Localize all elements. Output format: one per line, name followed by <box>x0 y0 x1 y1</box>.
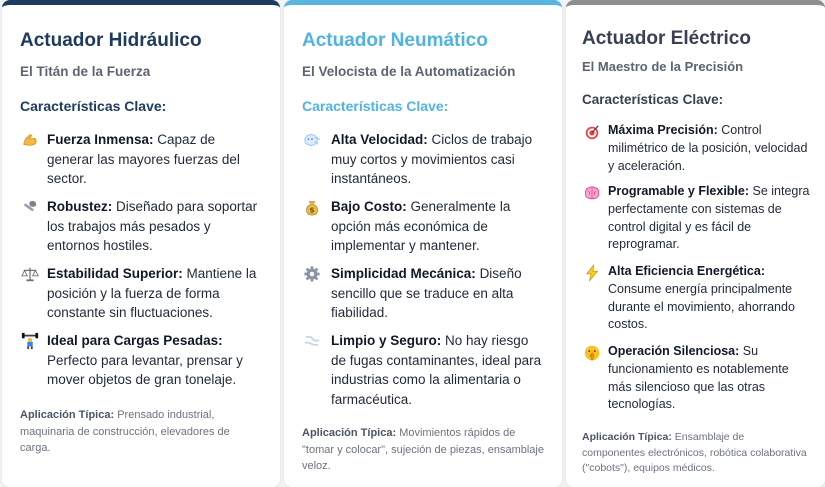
svg-text:$: $ <box>309 205 315 215</box>
flexed-biceps-icon <box>20 130 40 150</box>
feature-text: Ciclos de trabajo muy cortos y movimientos casi instantáneos. <box>331 132 533 186</box>
feature-name: Programable y Flexible: <box>608 184 750 198</box>
feature-item <box>20 130 265 189</box>
feature-item <box>582 263 810 334</box>
application-label: Aplicación Típica: <box>20 409 115 421</box>
feature-text: Capaz de generar las mayores fuerzas del sector. <box>47 132 240 186</box>
card-subtitle: El Maestro de la Precisión <box>582 59 744 74</box>
feature-name: Simplicidad Mecánica: <box>331 266 476 281</box>
feature-text: Se integra perfectamente con sistemas de control digital y es fácil de reprogramar. <box>608 184 810 252</box>
card-hydraulic <box>2 0 280 487</box>
feature-name: Robustez: <box>47 199 113 214</box>
feature-name: Limpio y Seguro: <box>331 333 442 348</box>
dashing-away-icon <box>302 331 322 351</box>
application-text: Ensamblaje de componentes electrónicos, robótica colaborativa ("cobots"), equipos médicos. <box>582 431 807 474</box>
feature-text: Generalmente la opción más económica de implementar y mantener. <box>331 199 511 253</box>
card-title: Actuador Hidráulico <box>20 30 202 51</box>
feature-name: Fuerza Inmensa: <box>47 132 154 147</box>
feature-text: Perfecto para levantar, prensar y mover objetos de gran tonelaje. <box>47 352 243 387</box>
card-subtitle: El Velocista de la Automatización <box>302 64 516 79</box>
application-label: Aplicación Típica: <box>302 427 397 439</box>
application-text: Prensado industrial, maquinaria de construcción, elevadores de carga. <box>20 409 230 454</box>
feature-name: Estabilidad Superior: <box>47 266 183 281</box>
feature-text: Diseño sencillo que se traduce en alta fiabilidad. <box>331 266 522 320</box>
feature-text: Consume energía principalmente durante el movimiento, ahorrando costos. <box>608 281 795 332</box>
feature-text: Su funcionamiento es notablemente más silencioso que las otras tecnologías. <box>608 344 789 412</box>
feature-name: Alta Velocidad: <box>331 132 428 147</box>
wind-face-icon <box>302 130 322 150</box>
card-title: Actuador Eléctrico <box>582 28 751 49</box>
application-note <box>20 407 260 457</box>
feature-item <box>302 264 547 323</box>
brain-icon <box>582 183 602 203</box>
nut-and-bolt-icon <box>20 197 40 217</box>
feature-item <box>582 343 810 414</box>
feature-text: Diseñado para soportar los trabajos más pesados y entornos hostiles. <box>47 199 258 253</box>
application-text: Movimientos rápidos de "tomar y colocar", sujeción de piezas, ensamblaje veloz. <box>302 427 544 472</box>
feature-item <box>302 331 547 409</box>
application-note <box>582 430 810 477</box>
feature-text: Mantiene la posición y la fuerza de forma constante sin fluctuaciones. <box>47 266 257 320</box>
weightlifter-icon <box>20 331 40 351</box>
balance-scale-icon <box>20 264 40 284</box>
gear-icon <box>302 264 322 284</box>
feature-name: Ideal para Cargas Pesadas: <box>47 333 223 348</box>
feature-item <box>20 264 265 323</box>
feature-item <box>302 197 547 256</box>
feature-text: Control milimétrico de la posición, velocidad y aceleración. <box>608 123 808 173</box>
direct-hit-target-icon <box>582 122 602 142</box>
feature-item <box>582 122 810 175</box>
section-heading: Características Clave: <box>302 98 449 114</box>
card-pneumatic <box>284 0 562 487</box>
feature-name: Operación Silenciosa: <box>608 344 740 358</box>
lightning-bolt-icon <box>582 263 602 283</box>
feature-name: Máxima Precisión: <box>608 123 718 137</box>
card-subtitle: El Titán de la Fuerza <box>20 64 151 79</box>
feature-item <box>302 130 547 189</box>
application-note <box>302 425 547 475</box>
application-label: Aplicación Típica: <box>582 431 672 443</box>
feature-item <box>20 331 265 390</box>
feature-item <box>20 197 265 256</box>
section-heading: Características Clave: <box>582 92 724 107</box>
money-bag-icon <box>302 197 322 217</box>
card-electric <box>566 0 825 487</box>
feature-name: Bajo Costo: <box>331 199 407 214</box>
feature-name: Alta Eficiencia Energética: <box>608 264 766 278</box>
shushing-face-icon <box>582 343 602 363</box>
feature-text: No hay riesgo de fugas contaminantes, ideal para industrias como la alimentaria o farmacéutica. <box>331 333 542 407</box>
feature-item <box>582 183 810 254</box>
section-heading: Características Clave: <box>20 98 167 114</box>
card-title: Actuador Neumático <box>302 30 488 51</box>
